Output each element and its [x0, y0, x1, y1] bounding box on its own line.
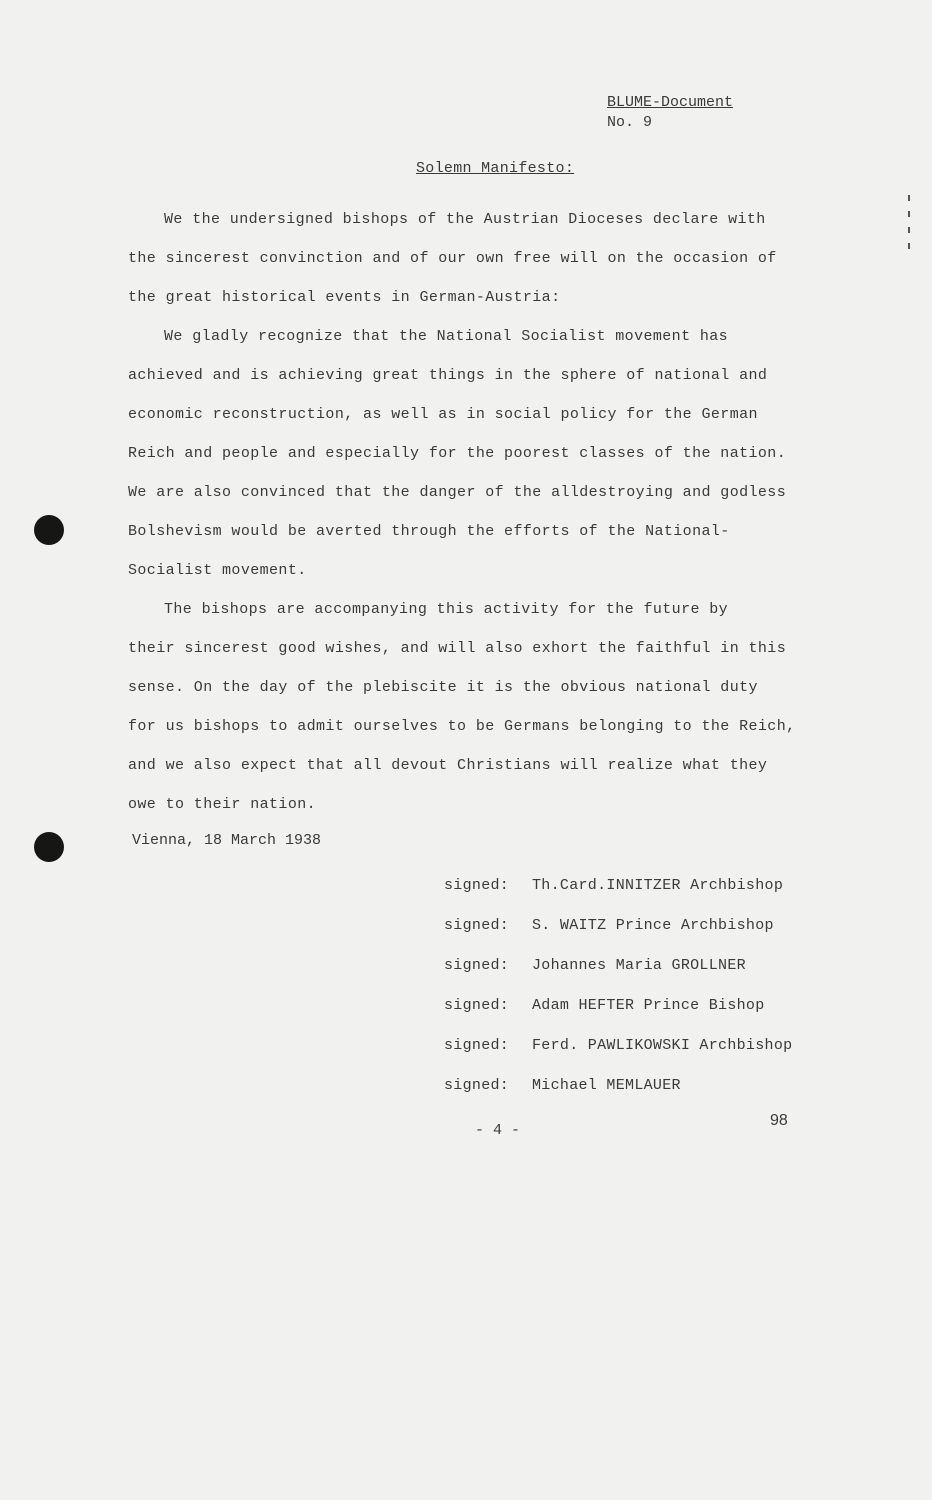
page-number: - 4 - [475, 1122, 521, 1139]
document-header [607, 93, 733, 133]
signature-label: signed: [444, 957, 510, 974]
signatory-name: S. WAITZ Prince Archbishop [532, 917, 774, 934]
edge-marks [908, 195, 910, 259]
signature-label: signed: [444, 877, 510, 894]
paragraph-line: The bishops are accompanying this activity for the future by [164, 601, 729, 618]
paragraph-line: Reich and people and especially for the poorest classes of the nation. [128, 445, 787, 462]
document-label: BLUME-Document [607, 94, 734, 111]
signatory-name: Th.Card.INNITZER Archbishop [532, 877, 784, 894]
punch-hole [34, 515, 64, 545]
document-body [128, 200, 828, 824]
signatory-name: Adam HEFTER Prince Bishop [532, 997, 765, 1014]
signature-label: signed: [444, 1077, 510, 1094]
document-number: No. 9 [607, 114, 653, 131]
punch-hole [34, 832, 64, 862]
paragraph-line: and we also expect that all devout Christians will realize what they [128, 757, 768, 774]
document-title: Solemn Manifesto: [416, 160, 575, 177]
paragraph-line: the great historical events in German-Austria: [128, 289, 561, 306]
paragraph-line: Socialist movement. [128, 562, 307, 579]
paragraph-line: We are also convinced that the danger of the alldestroying and godless [128, 484, 787, 501]
signature-row [444, 1026, 792, 1066]
paragraph-line: for us bishops to admit ourselves to be Germans belonging to the Reich, [128, 718, 796, 735]
signatory-name: Johannes Maria GROLLNER [532, 957, 746, 974]
paragraph-line: Bolshevism would be averted through the efforts of the National- [128, 523, 730, 540]
paragraph-line: the sincerest convinction and of our own free will on the occasion of [128, 250, 777, 267]
paragraph-line: owe to their nation. [128, 796, 317, 813]
paragraph-line: sense. On the day of the plebiscite it is the obvious national duty [128, 679, 758, 696]
paragraph-line: We gladly recognize that the National Socialist movement has [164, 328, 729, 345]
signature-list [444, 866, 792, 1106]
signatory-name: Ferd. PAWLIKOWSKI Archbishop [532, 1037, 793, 1054]
signature-label: signed: [444, 1037, 510, 1054]
paragraph-line: We the undersigned bishops of the Austrian Dioceses declare with [164, 211, 766, 228]
signature-label: signed: [444, 917, 510, 934]
paragraph-line: economic reconstruction, as well as in social policy for the German [128, 406, 758, 423]
dateline: Vienna, 18 March 1938 [132, 832, 322, 849]
paragraph-line: their sincerest good wishes, and will also exhort the faithful in this [128, 640, 787, 657]
signature-row [444, 866, 792, 906]
signature-label: signed: [444, 997, 510, 1014]
signature-row [444, 946, 792, 986]
paragraph-line: achieved and is achieving great things in the sphere of national and [128, 367, 768, 384]
signature-row [444, 1066, 792, 1106]
signatory-name: Michael MEMLAUER [532, 1077, 681, 1094]
archive-stamp-number: 98 [770, 1112, 788, 1129]
signature-row [444, 906, 792, 946]
signature-row [444, 986, 792, 1026]
